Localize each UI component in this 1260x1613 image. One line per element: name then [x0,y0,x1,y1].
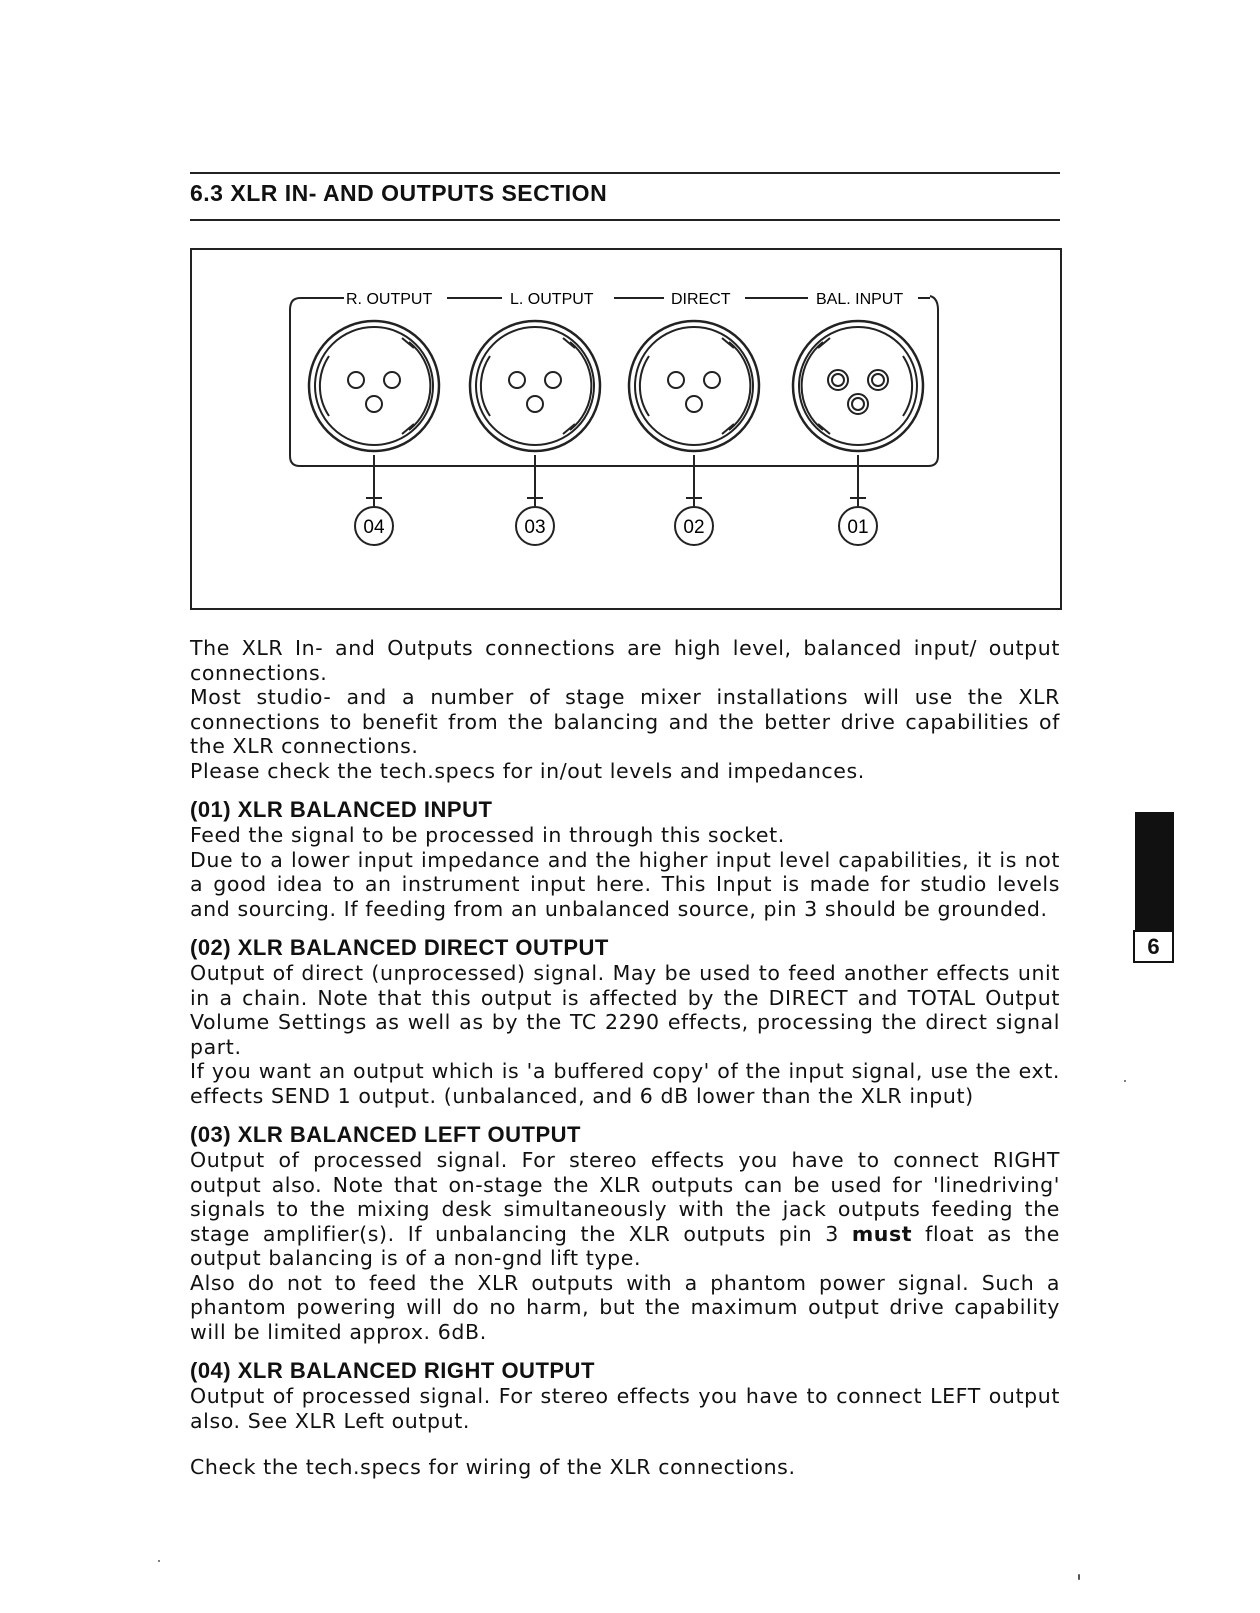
item-02-paragraph-1: Output of direct (unprocessed) signal. May be used to feed another effects unit in a chain. Note that this output is affected by the DIRECT and TOTAL Output Volume Settings as well as by the TC 2290 effects, processing the direct signal part. [190,961,1060,1059]
callout-01-label: 01 [847,517,869,538]
label-r-output: R. OUTPUT [346,291,433,308]
item-03-p1-start: Output of processed signal. For stereo effects you have to connect RIGHT output also. Note that on-stage the XLR outputs can be used for 'linedriving' signals to the mixing desk simultaneously with the jack outputs feeding the stage amplifier(s). If unbalancing the XLR outputs pin 3 [190,1148,1060,1246]
intro-paragraph-1: The XLR In- and Outputs connections are high level, balanced input/ output connections. [190,636,1060,685]
scan-speck [158,1560,160,1562]
section-title: 6.3 XLR IN- AND OUTPUTS SECTION [190,180,608,206]
callout-04-label: 04 [363,517,385,538]
xlr-panel-figure [190,248,1062,610]
callout-01 [839,455,877,545]
item-04-paragraph-1: Output of processed signal. For stereo effects you have to connect LEFT output also. See XLR Left output. [190,1384,1060,1433]
label-bal-input: BAL. INPUT [816,291,904,308]
callout-03-label: 03 [524,517,546,538]
heading-04-right-output: (04) XLR BALANCED RIGHT OUTPUT [190,1358,595,1383]
chapter-tab-bar [1135,812,1174,930]
scan-speck [1124,1080,1126,1082]
item-01-paragraph-2: Due to a lower input impedance and the higher input level capabilities, it is not a good idea to an instrument input here. This Input is made for studio levels and sourcing. If feeding from an unbalanced source, pin 3 should be grounded. [190,847,1060,921]
callout-03 [516,455,554,545]
intro-paragraph-3: Please check the tech.specs for in/out levels and impedances. [190,758,865,783]
heading-01-balanced-input: (01) XLR BALANCED INPUT [190,797,493,822]
top-rule [190,172,1060,174]
xlr-connector-direct [629,321,759,451]
item-03-paragraph-1 [190,1148,1060,1271]
callout-04 [355,455,393,545]
heading-03-left-output: (03) XLR BALANCED LEFT OUTPUT [190,1122,581,1147]
item-02-paragraph-2: If you want an output which is 'a buffered copy' of the input signal, use the ext. effects SEND 1 output. (unbalanced, and 6 dB lower than the XLR input) [190,1059,1060,1108]
item-03-paragraph-2: Also do not to feed the XLR outputs with a phantom power signal. Such a phantom powering will do no harm, but the maximum output drive capability will be limited approx. 6dB. [190,1270,1060,1344]
closing-note: Check the tech.specs for wiring of the XLR connections. [190,1455,796,1479]
chapter-tab-number: 6 [1133,930,1174,963]
item-01-paragraph-1: Feed the signal to be processed in through this socket. [190,823,785,847]
callout-02-label: 02 [683,517,705,538]
xlr-connector-bal-input [793,321,923,451]
body-text [190,636,1060,1480]
title-underline [190,219,1060,221]
xlr-connector-r-output [309,321,439,451]
figure-frame [191,249,1061,609]
item-03-p1-emphasis: must [851,1221,913,1246]
heading-02-direct-output: (02) XLR BALANCED DIRECT OUTPUT [190,935,609,960]
label-direct: DIRECT [671,291,731,308]
item-03-p1-end: float as the output balancing is of a non-gnd lift type. [190,1221,1060,1270]
label-l-output: L. OUTPUT [510,291,594,308]
xlr-connector-l-output [470,321,600,451]
callout-02 [675,455,713,545]
intro-paragraph-2: Most studio- and a number of stage mixer installations will use the XLR connections to benefit from the balancing and the better drive capabilities of the XLR connections. [190,685,1060,758]
scan-speck [1078,1574,1080,1580]
